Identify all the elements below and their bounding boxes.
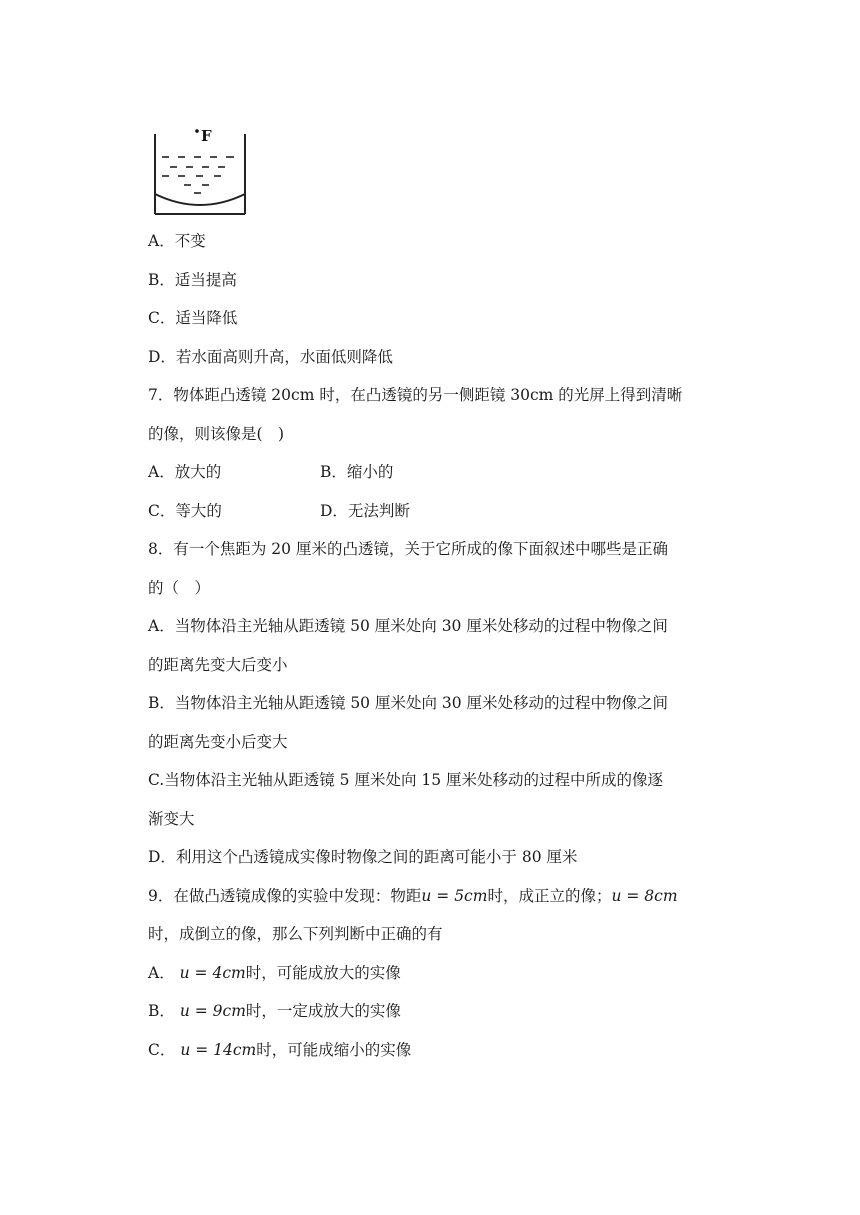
question-8-line1: 8．有一个焦距为 20 厘米的凸透镜，关于它所成的像下面叙述中哪些是正确 bbox=[148, 540, 668, 558]
q8-option-b-line2: 的距离先变小后变大 bbox=[148, 733, 288, 751]
q9-option-c-equation: u = 14cm bbox=[180, 1041, 257, 1059]
question-9-line1 bbox=[148, 886, 678, 906]
question-9-line2: 时，成倒立的像，那么下列判断中正确的有 bbox=[148, 925, 443, 943]
q8-option-b-line1: B．当物体沿主光轴从距透镜 50 厘米处向 30 厘米处移动的过程中物像之间 bbox=[148, 694, 669, 712]
q9-option-b: B． u = 9cm时，一定成放大的实像 bbox=[148, 1002, 401, 1020]
q8-option-a-line1: A．当物体沿主光轴从距透镜 50 厘米处向 30 厘米处移动的过程中物像之间 bbox=[148, 617, 668, 635]
q9-option-a-equation: u = 4cm bbox=[179, 964, 246, 982]
q8-option-c-line1: C.当物体沿主光轴从距透镜 5 厘米处向 15 厘米处移动的过程中所成的像逐 bbox=[148, 771, 664, 789]
beaker-figure bbox=[150, 124, 250, 216]
q9-option-b-equation: u = 9cm bbox=[179, 1002, 246, 1020]
q8-option-c-line2: 渐变大 bbox=[148, 810, 195, 828]
q9-equation-2: u = 8cm bbox=[611, 887, 678, 905]
q7-option-c: C．等大的 bbox=[148, 502, 222, 520]
question-7-line2: 的像，则该像是( ) bbox=[148, 425, 285, 443]
q9-mid: 时，成正立的像； bbox=[487, 887, 612, 905]
q9-equation-1: u = 5cm bbox=[421, 887, 488, 905]
focal-point-dot bbox=[195, 129, 199, 133]
option-c: C．适当降低 bbox=[148, 309, 238, 327]
q9-option-c: C． u = 14cm时，可能成缩小的实像 bbox=[148, 1041, 412, 1059]
q9-option-a: A． u = 4cm时，可能成放大的实像 bbox=[148, 964, 401, 982]
question-8-line2: 的（ ） bbox=[148, 579, 211, 597]
question-7-line1: 7．物体距凸透镜 20cm 时，在凸透镜的另一侧距镜 30cm 的光屏上得到清晰 bbox=[148, 386, 683, 404]
beaker-diagram bbox=[150, 124, 250, 216]
option-a: A．不变 bbox=[148, 232, 206, 250]
option-b: B．适当提高 bbox=[148, 271, 237, 289]
focal-point-label: F bbox=[201, 127, 212, 145]
q7-option-a: A．放大的 bbox=[148, 463, 222, 481]
q7-option-b: B．缩小的 bbox=[320, 463, 394, 481]
q7-option-d: D．无法判断 bbox=[320, 502, 410, 520]
q8-option-a-line2: 的距离先变大后变小 bbox=[148, 656, 288, 674]
option-d: D．若水面高则升高，水面低则降低 bbox=[148, 348, 393, 366]
q8-option-d: D．利用这个凸透镜成实像时物像之间的距离可能小于 80 厘米 bbox=[148, 848, 578, 866]
q9-prefix: 9．在做凸透镜成像的实验中发现：物距 bbox=[148, 887, 422, 905]
